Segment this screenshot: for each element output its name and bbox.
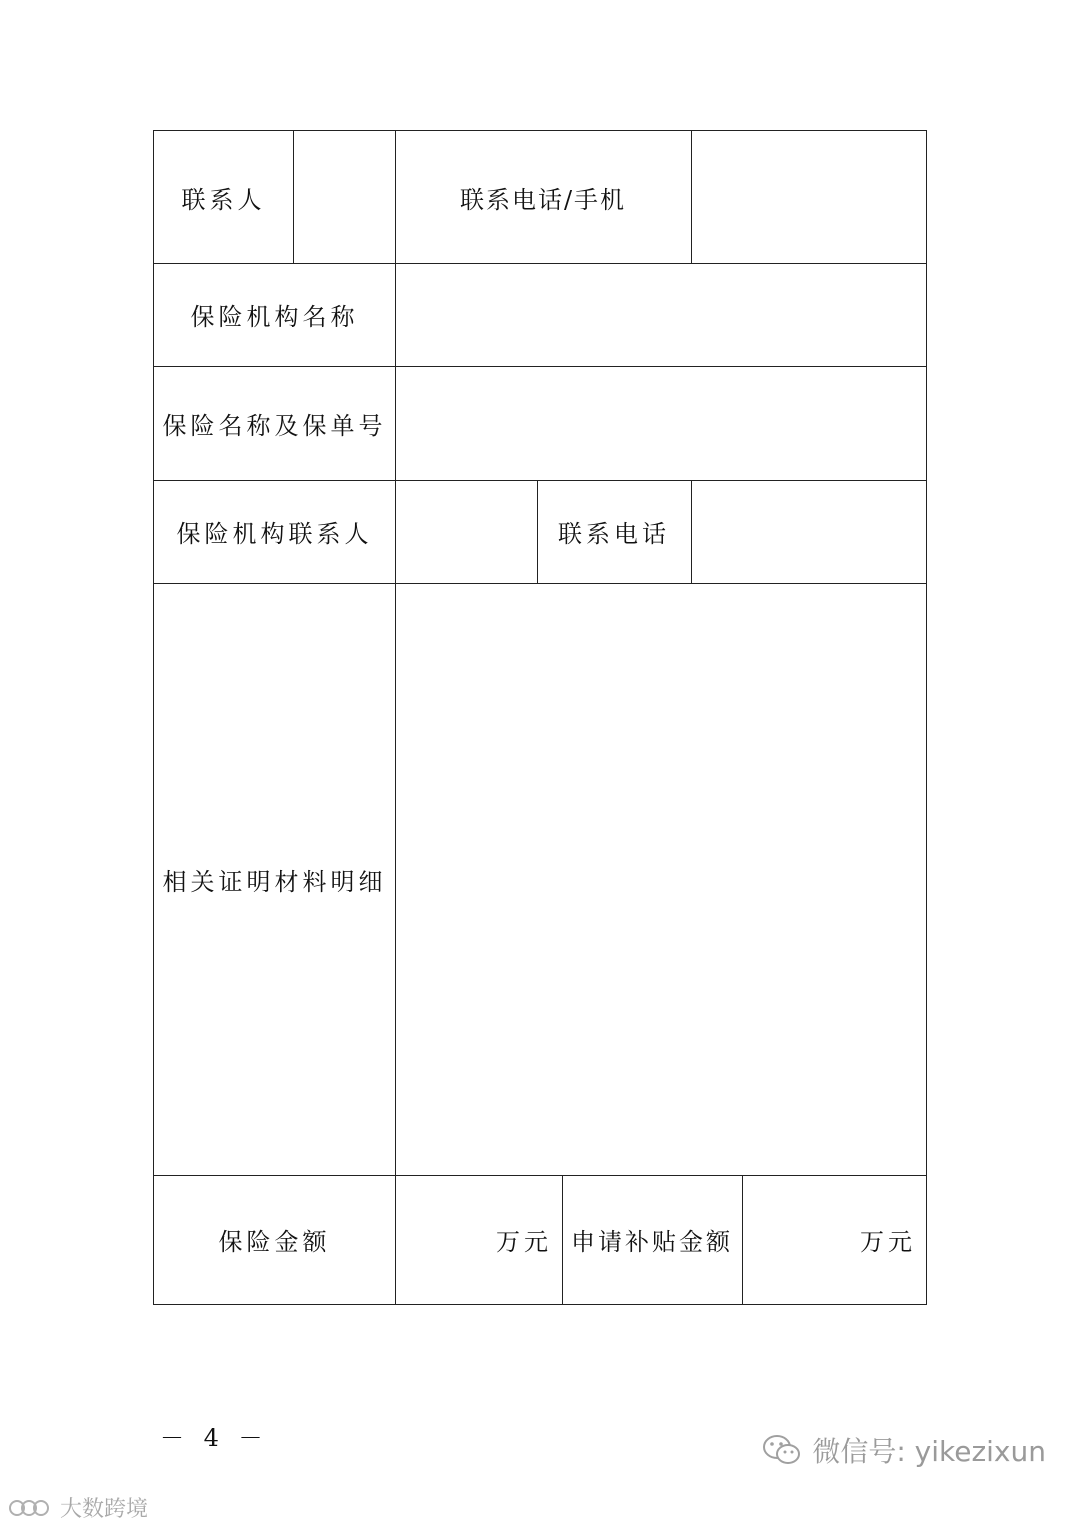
subsidy-unit: 万元 (860, 1228, 916, 1256)
insured-amount-unit: 万元 (496, 1228, 552, 1256)
insurer-name-value[interactable] (395, 263, 926, 366)
wechat-id: 微信号: yikezixun (812, 1435, 1046, 1468)
materials-value[interactable] (395, 583, 926, 1175)
policy-value[interactable] (395, 366, 926, 480)
contact-person-label: 联系人 (181, 185, 266, 214)
materials-label: 相关证明材料明细 (162, 867, 387, 896)
policy-label: 保险名称及保单号 (162, 411, 387, 440)
insurer-contact-label: 保险机构联系人 (176, 520, 373, 548)
insured-amount-value[interactable] (395, 1175, 562, 1304)
brand-logo-icon (8, 1496, 50, 1520)
contact-person-value[interactable] (293, 131, 395, 263)
brand-watermark (8, 1492, 148, 1523)
contact-phone-value[interactable] (691, 131, 926, 263)
application-form-table (153, 130, 927, 1305)
insurer-contact-value[interactable] (395, 480, 537, 583)
wechat-watermark (762, 1430, 1046, 1470)
insurer-name-label: 保险机构名称 (190, 303, 359, 331)
phone-label: 联系电话 (558, 520, 670, 548)
brand-name: 大数跨境 (60, 1497, 149, 1522)
page-number: － 4 － (160, 1424, 269, 1452)
phone-value[interactable] (691, 480, 926, 583)
subsidy-label: 申请补贴金额 (571, 1228, 733, 1256)
contact-phone-label: 联系电话/手机 (459, 185, 627, 214)
subsidy-value[interactable] (742, 1175, 926, 1304)
insured-amount-label: 保险金额 (218, 1228, 331, 1256)
wechat-icon (762, 1433, 802, 1467)
